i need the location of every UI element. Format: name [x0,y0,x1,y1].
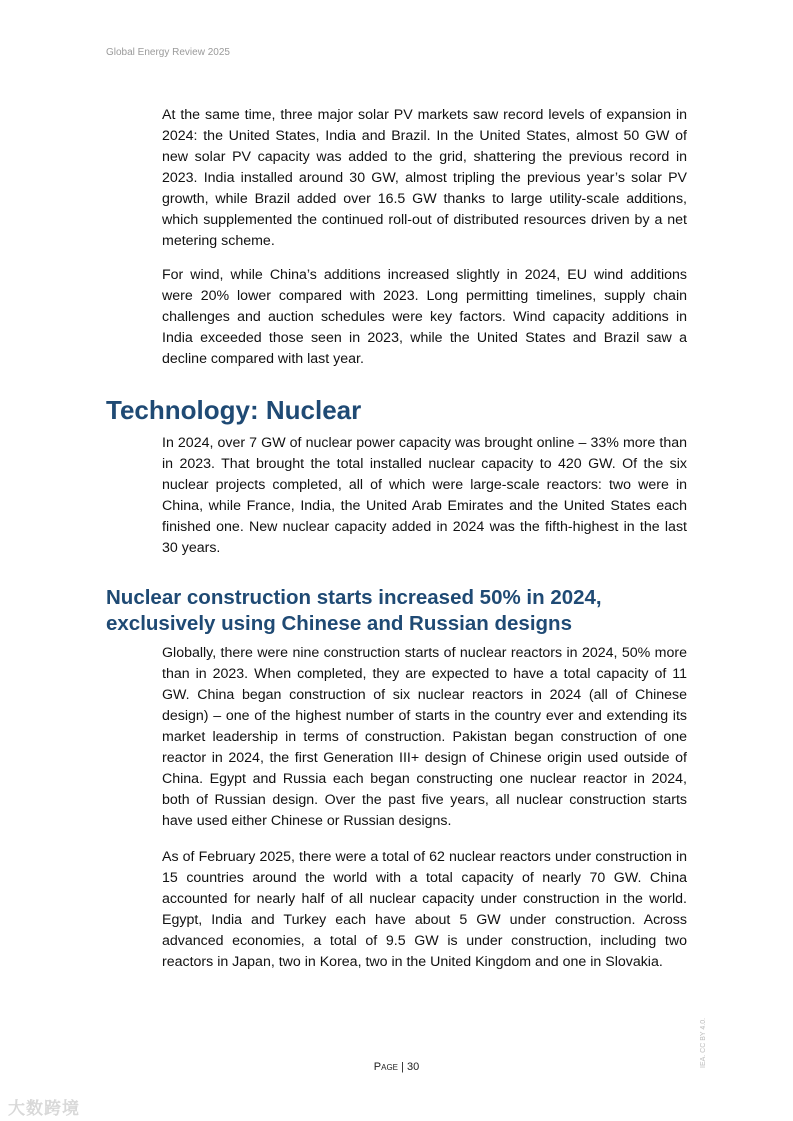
page-separator: | [401,1061,404,1073]
paragraph-construction-starts: Globally, there were nine construction starts of nuclear reactors in 2024, 50% more than in 2023. When completed, they are expected to have a total capacity of 11 GW. China began construction of six nuclear reactors in 2024 (all of Chinese design) – one of the highest number of starts in the country ever and extending its market leadership in terms of construction. Pakistan began construction of one reactor in 2024, the first Generation III+ design of Chinese origin used outside of China. Egypt and Russia each began constructing one nuclear reactor in 2024, both of Russian design. Over the past five years, all nuclear construction starts have used either Chinese or Russian designs. [162,645,687,829]
watermark-logo: 大数跨境 [8,1099,80,1118]
running-header: Global Energy Review 2025 [106,47,230,58]
paragraph-wind: For wind, while China’s additions increased slightly in 2024, EU wind additions were 20% lower compared with 2023. Long permitting timelines, supply chain challenges and auction schedules were key factors. Wind capacity additions in India exceeded those seen in 2023, while the United States and Brazil saw a decline compared with last year. [162,267,687,367]
page-footer [0,1061,793,1073]
paragraph-nuclear: In 2024, over 7 GW of nuclear power capacity was brought online – 33% more than in 2023. That brought the total installed nuclear capacity to 420 GW. Of the six nuclear projects completed, all of which were large-scale reactors: two were in China, while France, India, the United Arab Emirates and the United States each finished one. New nuclear capacity added in 2024 was the fifth-highest in the last 30 years. [162,435,687,556]
section-heading: Technology: Nuclear [106,395,362,425]
paragraph-solar: At the same time, three major solar PV markets saw record levels of expansion in 2024: the United States, India and Brazil. In the United States, almost 50 GW of new solar PV capacity was added to the grid, shattering the previous record in 2023. India installed around 30 GW, almost tripling the previous year’s solar PV growth, while Brazil added over 16.5 GW thanks to large utility-scale additions, which supplemented the continued roll-out of distributed resources driven by a net metering scheme. [162,107,687,249]
subsection-heading: Nuclear construction starts increased 50% in 2024, exclusively using Chinese and Russian designs [106,586,602,635]
paragraph-under-construction: As of February 2025, there were a total of 62 nuclear reactors under construction in 15 countries around the world with a total capacity of nearly 70 GW. China accounted for nearly half of all nuclear capacity under construction in the world. Egypt, India and Turkey each have about 5 GW under construction. Across advanced economies, a total of 9.5 GW is under construction, including two reactors in Japan, two in Korea, two in the United Kingdom and one in Slovakia. [162,849,687,970]
page-label: Page [373,1061,398,1073]
license-note: IEA. CC BY 4.0. [700,1017,707,1068]
page-number: 30 [406,1061,420,1073]
